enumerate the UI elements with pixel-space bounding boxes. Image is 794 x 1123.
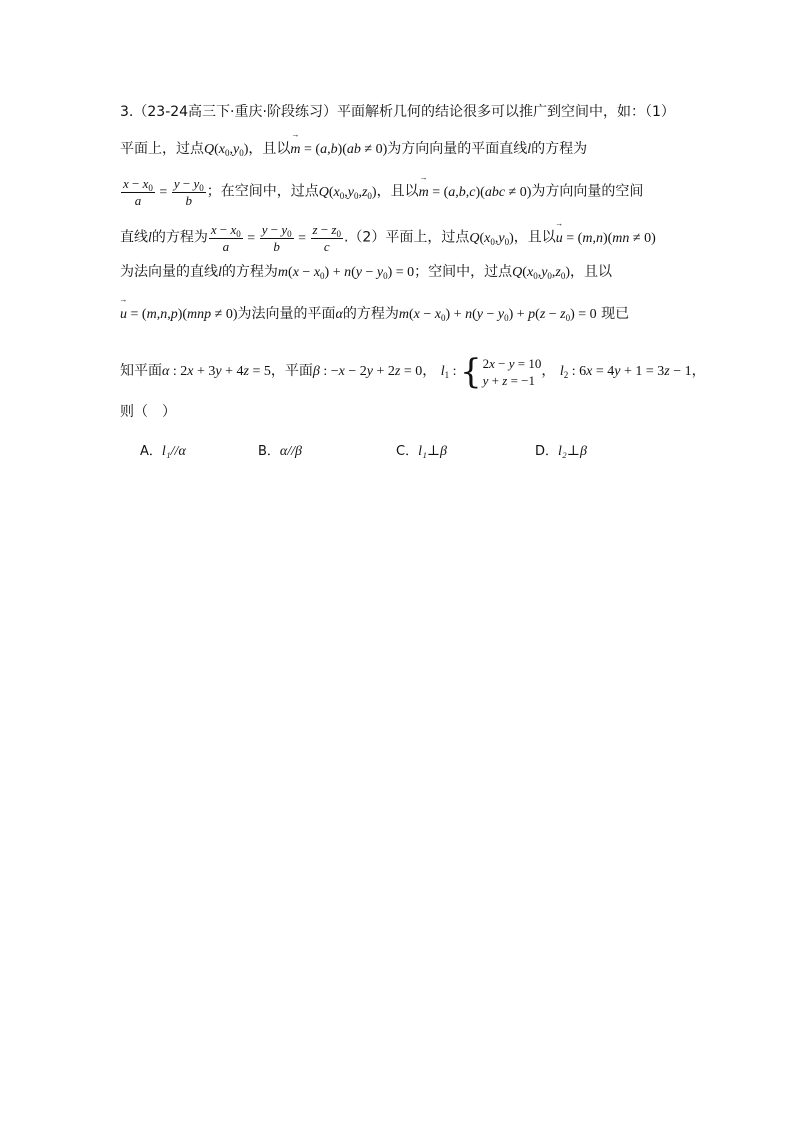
stem-text: ；空间中，过点 <box>414 264 513 280</box>
question-line-6 <box>120 304 690 325</box>
stem-text: 的方程为 <box>531 141 588 157</box>
question-line-2 <box>120 139 690 160</box>
option-b-content: α//β <box>279 444 303 459</box>
math-point-2d: $Q(x_0,y_0)$ <box>469 230 514 247</box>
question-line-1: 3.（23-24高三下·重庆·阶段练习）平面解析几何的结论很多可以推广到空间中，如：（1） <box>120 104 675 120</box>
stem-text: ，且以 <box>376 183 419 200</box>
math-plane-equation: $m(x - x_0) + n(y - y_0) + p(z - z_0) = 0$ <box>398 307 597 323</box>
math-line-l: l <box>218 265 222 280</box>
stem-text: 的方程为 <box>342 306 399 322</box>
math-direction-vector-2d: → m = (a,b)(ab ≠ 0) <box>290 142 387 157</box>
question-line-3 <box>120 176 690 209</box>
question-prompt: 则（ ） <box>120 404 176 420</box>
math-line-equation-3d: $\frac{x - x_0}{a}$ = $\frac{y - y_0}{b}$ = $\frac{z - z_0}{c}$ <box>210 222 341 254</box>
math-line-l: l <box>527 142 532 157</box>
stem-text: ， <box>691 363 706 380</box>
stem-text: 现已 <box>601 306 630 322</box>
stem-text: 平面上，过点 <box>120 141 204 157</box>
math-normal-line-equation: $m(x - x_0) + n(y - y_0) = 0$ <box>277 265 415 281</box>
option-c-content: l₁⊥β <box>418 444 447 459</box>
math-plane-alpha-equation: α : 2x + 3y + 4z = 5 <box>162 364 271 380</box>
stem-text: 为法向量的平面 <box>237 306 336 322</box>
stem-text: 直线 <box>120 229 148 246</box>
question-line-5 <box>120 262 690 283</box>
stem-text: 的方程为 <box>221 264 278 280</box>
stem-text: ，且以 <box>248 141 291 157</box>
math-point-3d: $Q(x_0,y_0,z_0)$ <box>512 265 571 281</box>
question-line-4 <box>120 222 690 255</box>
stem-text: 为方向向量的平面直线 <box>387 141 528 157</box>
math-point-2d: $Q(x_0,y_0)$ <box>204 142 249 158</box>
stem-text: ；在空间中，过点 <box>206 183 319 200</box>
option-a[interactable]: A．l₁//α <box>140 444 186 459</box>
math-line-equation-2d: $\frac{x - x_0}{a}$ = $\frac{y - y_0}{b}$ <box>123 176 204 208</box>
stem-text: 的方程为 <box>151 229 208 246</box>
stem-text: ，且以 <box>513 229 556 246</box>
option-a-content: l₁//α <box>161 444 186 459</box>
answer-options <box>140 440 640 462</box>
math-normal-vector-3d: → u = (m,n,p)(mnp ≠ 0) <box>120 307 238 322</box>
option-d[interactable]: D．l₂⊥β <box>535 444 587 459</box>
option-d-content: l₂⊥β <box>558 444 587 459</box>
math-direction-vector-3d: → m = (a,b,c)(abc ≠ 0) <box>419 185 532 200</box>
stem-text: ， <box>422 363 437 380</box>
stem-text: 平面解析几何的结论很多可以推广到空间中，如：（1） <box>336 104 675 120</box>
stem-text: .（2）平面上，过点 <box>343 229 470 246</box>
math-line-l2-equation: $l_2$ : 6x = 4y + 1 = 3z − 1 <box>559 364 692 381</box>
math-plane-beta-equation: β : −x − 2y + 2z = 0 <box>312 364 423 380</box>
question-number: 3 <box>120 104 129 120</box>
option-c[interactable]: C．l₁⊥β <box>396 444 447 459</box>
math-normal-vector-2d: → u = (m,n)(mn ≠ 0) <box>556 231 656 246</box>
math-line-l1-system: $l_1$ : { 2x − y = 10 y + z = −1 <box>440 352 542 392</box>
question-source: （23-24高三下·重庆·阶段练习） <box>133 104 337 120</box>
question-line-7 <box>120 352 706 392</box>
stem-text: 为方向向量的空间 <box>531 183 644 200</box>
math-plane-alpha: α <box>335 307 343 322</box>
question-line-8 <box>120 402 690 422</box>
option-b[interactable]: B．α//β <box>258 444 303 459</box>
stem-text: ，且以 <box>570 264 613 280</box>
stem-text: ， <box>541 363 556 380</box>
stem-text: 知平面 <box>120 363 162 380</box>
math-line-l: l <box>148 230 152 246</box>
math-point-3d: $Q(x_0,y_0,z_0)$ <box>318 184 377 201</box>
stem-text: ，平面 <box>270 363 313 380</box>
stem-text: 为法向量的直线 <box>120 264 218 280</box>
